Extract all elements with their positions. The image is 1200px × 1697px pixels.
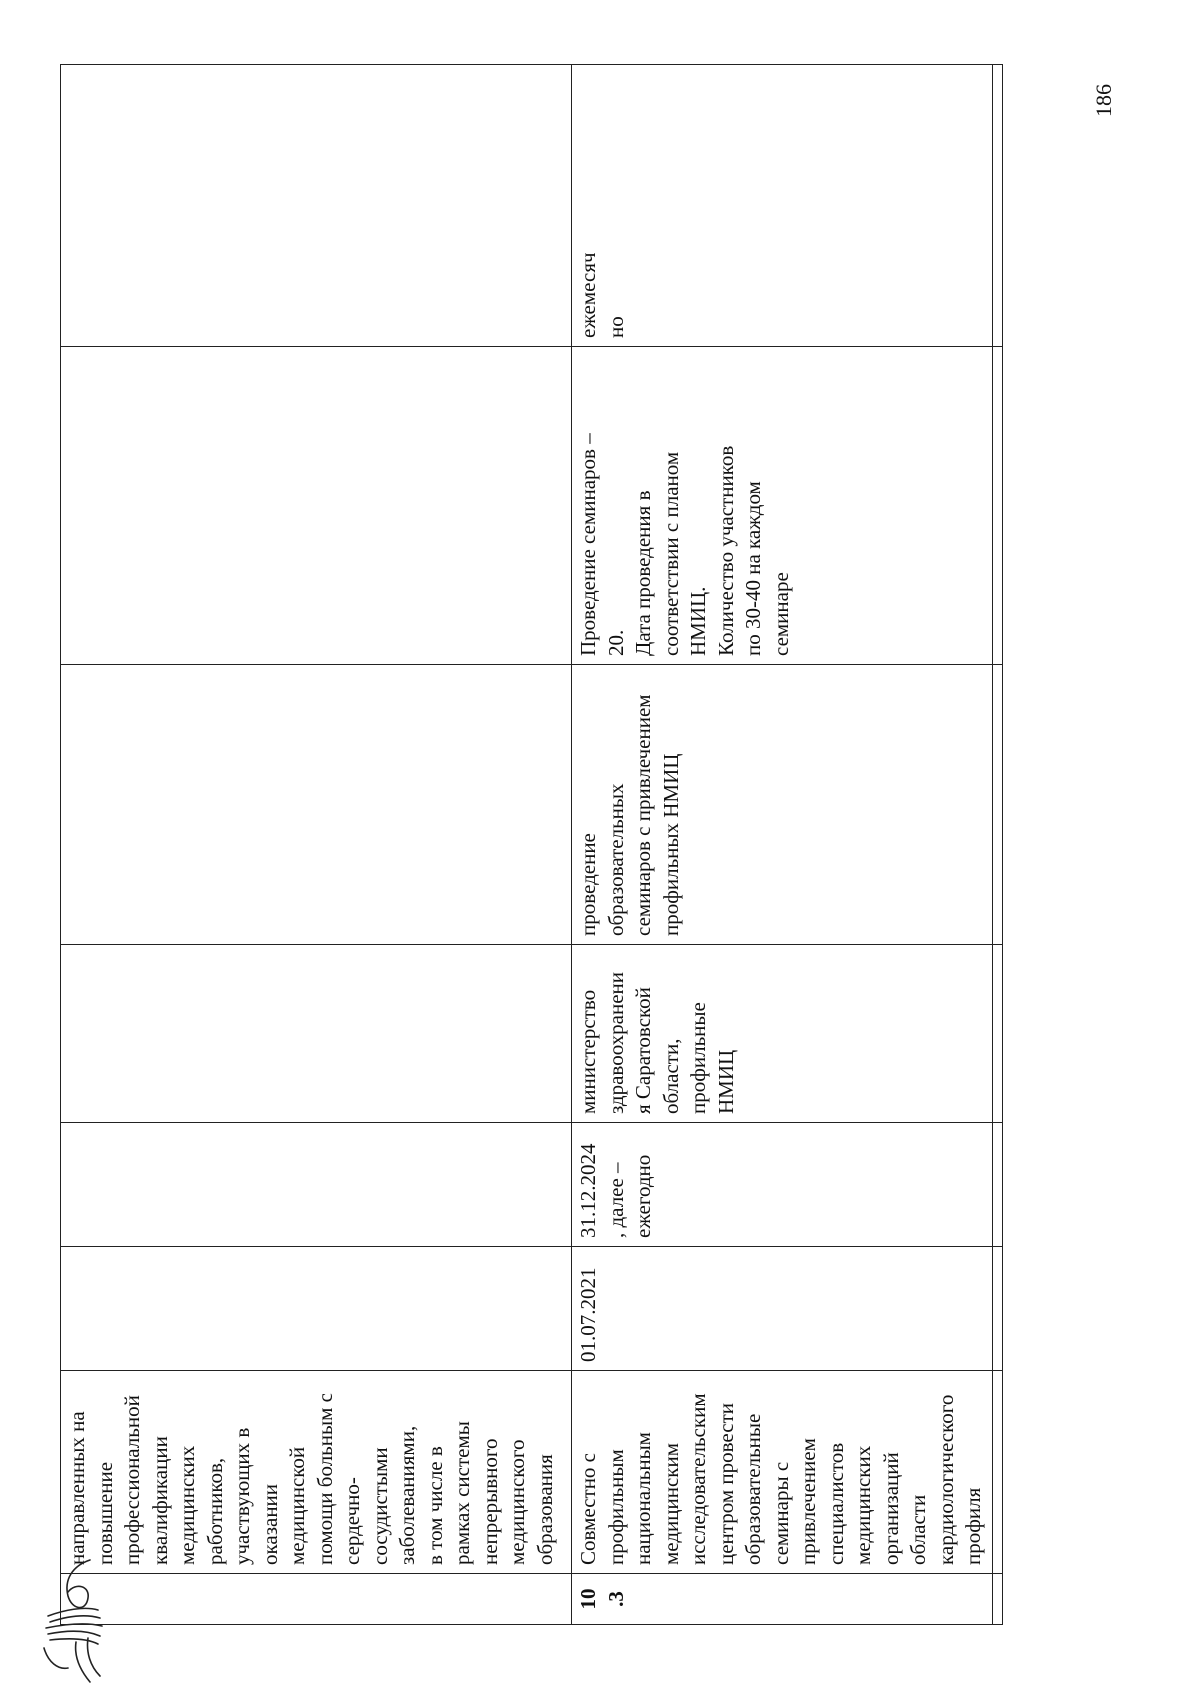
text-line: в том числе в	[422, 1446, 447, 1565]
empty-cell	[992, 1574, 1002, 1625]
text-line: семинаре	[768, 572, 793, 656]
frequency-cell	[572, 65, 993, 347]
text-line: я Саратовской	[631, 987, 655, 1114]
text-line: сосудистыми	[367, 1447, 392, 1565]
description-text	[575, 1379, 988, 1565]
text-line: участвующих в	[230, 1427, 254, 1565]
description-cell	[572, 1371, 993, 1574]
end-date	[575, 1131, 658, 1238]
empty-cell	[992, 1371, 1002, 1574]
text-line: национальным	[631, 1432, 655, 1565]
text-line: министерство	[576, 989, 600, 1114]
text-line: квалификации	[147, 1436, 172, 1565]
text-line: помощи больным с	[312, 1393, 337, 1565]
text-line: 20.	[603, 629, 628, 656]
responsible-text	[575, 953, 740, 1114]
empty-cell	[992, 945, 1002, 1123]
text-line: семинаров с привлечением	[631, 694, 655, 936]
text-line: профильным	[603, 1449, 628, 1565]
text-line: рамках системы	[450, 1421, 474, 1565]
text-line: образования	[532, 1454, 557, 1565]
text-line: организаций	[878, 1452, 903, 1565]
empty-cell	[992, 1123, 1002, 1247]
text-line: 31.12.2024	[576, 1143, 600, 1238]
start-date-cell	[572, 1247, 993, 1371]
start-date: 01.07.2021	[576, 1267, 600, 1362]
text-line: непрерывного	[477, 1438, 502, 1565]
signature-image	[28, 1552, 108, 1687]
text-line: соответствии с планом	[658, 451, 683, 656]
text-line: НМИЦ.	[686, 586, 710, 656]
text-line: центром провести	[713, 1403, 738, 1565]
page-number: 186	[1091, 84, 1116, 117]
empty-cell	[992, 1247, 1002, 1371]
text-line: области	[906, 1494, 930, 1565]
text-line: профильные	[686, 1002, 710, 1114]
text-line: профессиональной	[120, 1395, 144, 1565]
empty-cell	[992, 347, 1002, 665]
table-row-continued	[61, 65, 572, 1625]
text-line: .3	[603, 1591, 628, 1607]
text-line: работников,	[202, 1457, 227, 1565]
text-line: оказании	[257, 1483, 282, 1565]
text-line: Проведение семинаров –	[576, 433, 600, 656]
text-line: заболеваниями,	[395, 1425, 419, 1565]
text-line: исследовательским	[686, 1393, 710, 1565]
result-cell	[572, 665, 993, 945]
empty-cell	[992, 65, 1002, 347]
text-line: направленных на	[65, 1411, 89, 1565]
indicator-text	[575, 355, 795, 656]
text-line: Дата проведения в	[631, 490, 655, 656]
text-line: специалистов	[823, 1442, 848, 1565]
responsible-cell	[61, 945, 572, 1123]
text-line: сердечно-	[340, 1477, 364, 1565]
text-line: семинары с	[768, 1461, 793, 1565]
text-line: кардиологического	[933, 1394, 958, 1565]
row-number	[575, 1582, 630, 1616]
frequency-cell	[61, 65, 572, 347]
text-line: проведение	[576, 833, 600, 936]
empty-cell	[992, 665, 1002, 945]
description-cell	[61, 1371, 572, 1574]
text-line: медицинской	[285, 1446, 309, 1565]
text-line: здравоохранени	[603, 971, 628, 1114]
end-date-cell	[61, 1123, 572, 1247]
text-line: образовательных	[603, 783, 628, 936]
start-date-cell	[61, 1247, 572, 1371]
text-line: , далее –	[603, 1162, 628, 1238]
text-line: медицинских	[175, 1445, 199, 1565]
text-line: профиля	[961, 1487, 985, 1565]
responsible-cell	[572, 945, 993, 1123]
text-line: ежемесяч	[576, 252, 600, 338]
row-number-cell	[61, 1574, 572, 1625]
result-text	[575, 673, 685, 936]
indicator-cell	[572, 347, 993, 665]
text-line: медицинским	[658, 1442, 683, 1565]
frequency-text	[575, 73, 630, 338]
plan-table	[60, 64, 1003, 1625]
text-line: медицинского	[505, 1439, 529, 1565]
text-line: образовательные	[741, 1413, 765, 1565]
text-line: 10	[576, 1588, 600, 1610]
text-line: но	[603, 316, 628, 338]
table-row-empty	[992, 65, 1002, 1625]
row-number-cell	[572, 1574, 993, 1625]
description-text	[64, 1379, 559, 1565]
text-line: привлечением	[796, 1438, 820, 1565]
result-cell	[61, 665, 572, 945]
text-line: области,	[658, 1038, 683, 1114]
text-line: профильных НМИЦ	[658, 753, 683, 936]
text-line: Количество участников	[713, 445, 738, 656]
rotated-page	[60, 65, 1000, 1625]
text-line: ежегодно	[631, 1154, 655, 1238]
text-line: НМИЦ	[713, 1049, 738, 1114]
text-line: медицинских	[851, 1445, 875, 1565]
text-line: повышение	[92, 1461, 117, 1565]
table-row-10-3	[572, 65, 993, 1625]
indicator-cell	[61, 347, 572, 665]
end-date-cell	[572, 1123, 993, 1247]
text-line: по 30-40 на каждом	[741, 481, 765, 656]
text-line: Совместно с	[576, 1452, 600, 1565]
